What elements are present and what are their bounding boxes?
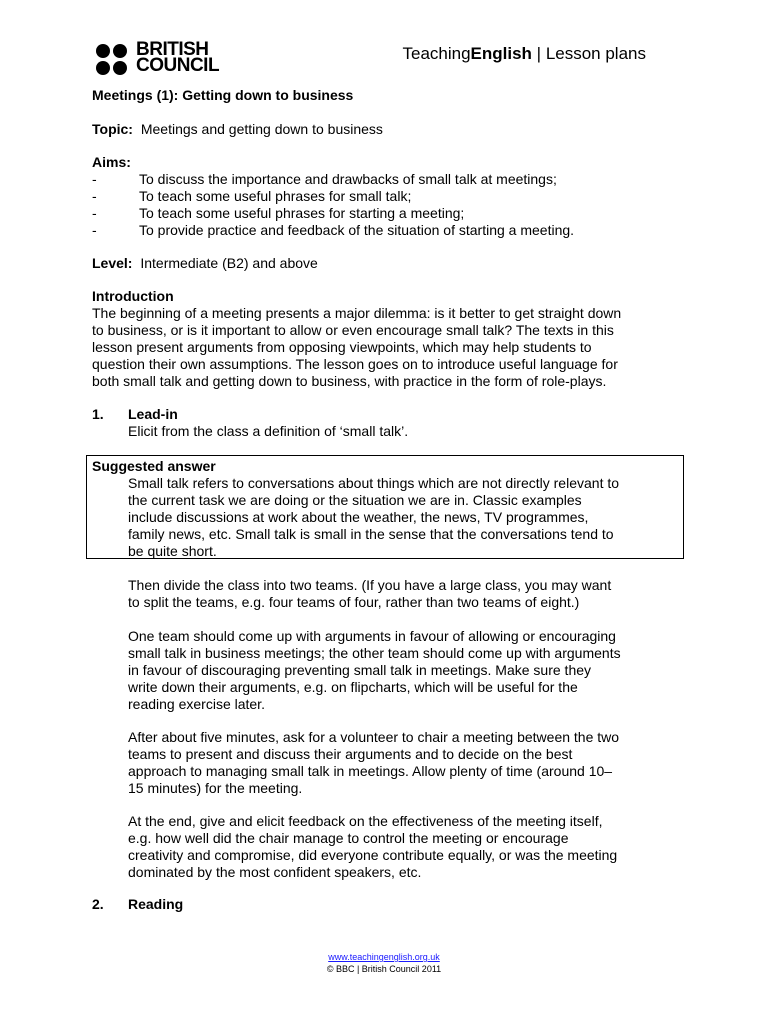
section-1-instruction: Elicit from the class a definition of ‘small talk’.: [128, 423, 409, 439]
logo-wordmark: BRITISH COUNCIL: [136, 39, 220, 76]
logo-dots-icon: [96, 44, 130, 76]
topic-label: Topic:: [92, 121, 133, 137]
paragraph-arguments: One team should come up with arguments in favour of allowing or encouraging small talk in business meetings; the other team should come up with arguments in favour of discouraging preventing small talk in meetings. Make sure they write down their arguments, e.g. on flipcharts, which will be useful for the reading exercise later.: [128, 628, 621, 712]
topic-row: [92, 121, 383, 138]
introduction-heading: Introduction: [92, 288, 174, 304]
level-value: Intermediate (B2) and above: [140, 255, 318, 271]
section-1-heading: Lead-in: [128, 406, 178, 422]
teachingenglish-brand: [402, 44, 646, 64]
suggested-answer-box: [86, 455, 684, 559]
level-row: [92, 255, 318, 272]
paragraph-meeting: After about five minutes, ask for a volunteer to chair a meeting between the two teams to present and discuss their arguments and to decide on the best approach to managing small talk in meetings. Allow plenty of time (around 10– 15 minutes) for the meeting.: [128, 729, 620, 796]
aims-list: - To discuss the importance and drawbacks of small talk at meetings; - To teach some useful phrases for small talk; - To teach some useful phrases for starting a meeting; - To provide practice and feedback of the situation of starting a meeting.: [92, 171, 575, 238]
paragraph-teams: Then divide the class into two teams. (If you have a large class, you may want to split the teams, e.g. four teams of four, rather than two teams of eight.): [128, 577, 612, 610]
section-1-number: 1.: [92, 406, 104, 422]
level-label: Level:: [92, 255, 133, 271]
introduction-text: The beginning of a meeting presents a major dilemma: is it better to get straight down to business, or is it important to allow or even encourage small talk? The texts in this lesson present arguments from opposing viewpoints, which may help students to question their own assumptions. The lesson goes on to introduce useful language for both small talk and getting down to business, with practice in the form of role-plays.: [92, 305, 622, 389]
paragraph-feedback: At the end, give and elicit feedback on the effectiveness of the meeting itself, e.g. how well did the chair manage to control the meeting or encourage creativity and compromise, did everyone contribute equally, or was the meeting dominated by the most confident speakers, etc.: [128, 813, 618, 880]
suggested-answer-text: Small talk refers to conversations about things which are not directly relevant to the current task we are doing or the situation we are in. Classic examples include discussions at work about the weather, the news, TV programmes, family news, etc. Small talk is small in the sense that the conversations tend to be quite short.: [128, 475, 620, 559]
suggested-answer-heading: Suggested answer: [92, 458, 216, 474]
topic-value: Meetings and getting down to business: [140, 121, 383, 137]
brand-bold: English: [470, 44, 532, 63]
lesson-title: Meetings (1): Getting down to business: [92, 87, 354, 103]
footer-website-link[interactable]: www.teachingenglish.org.uk: [328, 952, 440, 962]
footer-copyright: © BBC | British Council 2011: [326, 964, 442, 974]
section-2-heading: Reading: [128, 896, 184, 912]
section-2-number: 2.: [92, 896, 104, 912]
brand-prefix: Teaching: [402, 44, 471, 63]
aims-label: Aims:: [92, 154, 131, 170]
brand-suffix: | Lesson plans: [531, 44, 646, 63]
